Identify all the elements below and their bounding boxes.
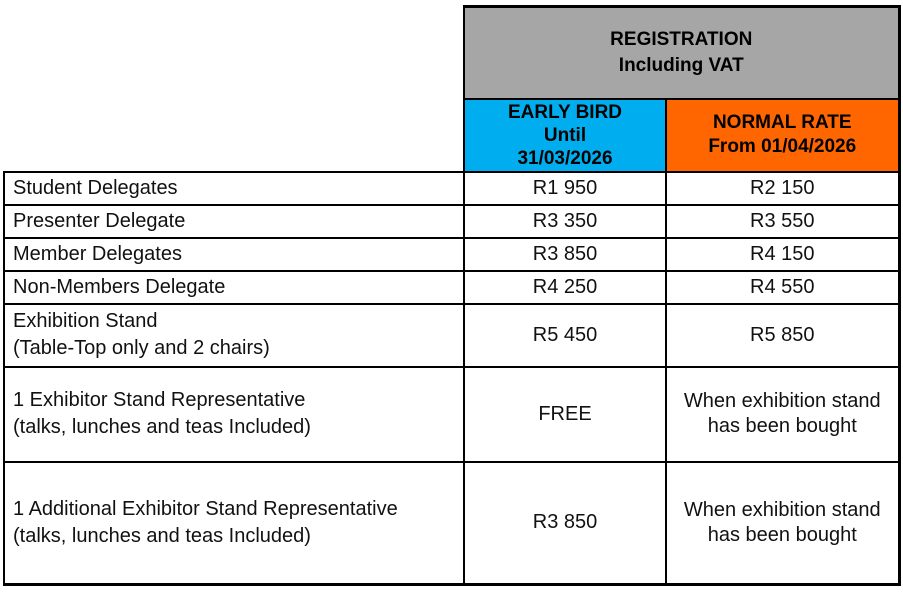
table-row-student-delegates xyxy=(4,172,899,205)
row-sublabel: (Table-Top only and 2 chairs) xyxy=(13,337,270,359)
registration-header-line2: Including VAT xyxy=(618,54,744,76)
row-label: Member Delegates xyxy=(13,242,182,265)
row-label: 1 Exhibitor Stand Representative xyxy=(13,389,306,411)
table-row-exhibition-stand xyxy=(4,304,899,367)
row-label-cell xyxy=(4,205,464,238)
normal-rate-price: R4 150 xyxy=(666,238,899,271)
table-row-non-members-delegate xyxy=(4,271,899,304)
normal-rate-price: R4 550 xyxy=(666,271,899,304)
table-row-presenter-delegate xyxy=(4,205,899,238)
normal-rate-price: R3 550 xyxy=(666,205,899,238)
table-row-additional-exhibitor-stand-representative xyxy=(4,462,899,585)
early-bird-price: FREE xyxy=(464,367,666,462)
normal-rate-price: R2 150 xyxy=(666,172,899,205)
registration-rates-table xyxy=(3,5,901,586)
row-sublabel: (talks, lunches and teas Included) xyxy=(13,416,311,438)
row-label: Presenter Delegate xyxy=(13,209,186,232)
row-label-cell xyxy=(4,462,464,585)
normal-rate-header-line2: From 01/04/2026 xyxy=(708,136,857,157)
early-bird-header-line1: EARLY BIRD xyxy=(507,101,623,123)
early-bird-header-cell xyxy=(464,99,666,172)
row-label: 1 Additional Exhibitor Stand Representative xyxy=(13,497,398,520)
table-row-member-delegates xyxy=(4,238,899,271)
early-bird-price: R3 850 xyxy=(464,238,666,271)
registration-header-cell xyxy=(464,7,899,99)
blank-corner-cell xyxy=(4,7,464,172)
normal-rate-note: When exhibition stand has been bought xyxy=(666,367,899,462)
early-bird-price: R3 350 xyxy=(464,205,666,238)
early-bird-header-line3: 31/03/2026 xyxy=(517,147,613,169)
early-bird-price: R3 850 xyxy=(464,462,666,585)
row-label: Non-Members Delegate xyxy=(13,275,226,298)
table-row-header-main xyxy=(4,7,899,99)
row-label-cell xyxy=(4,172,464,205)
table-row-exhibitor-stand-representative xyxy=(4,367,899,462)
registration-header-line1: REGISTRATION xyxy=(610,28,753,50)
row-label-cell xyxy=(4,304,464,367)
row-label-cell xyxy=(4,367,464,462)
row-label: Exhibition Stand xyxy=(13,310,158,332)
early-bird-price: R5 450 xyxy=(464,304,666,367)
row-label-cell xyxy=(4,238,464,271)
row-label: Student Delegates xyxy=(13,176,178,199)
normal-rate-price: R5 850 xyxy=(666,304,899,367)
early-bird-price: R4 250 xyxy=(464,271,666,304)
normal-rate-note: When exhibition stand has been bought xyxy=(666,462,899,585)
row-sublabel: (talks, lunches and teas Included) xyxy=(13,524,311,547)
normal-rate-header-line1: NORMAL RATE xyxy=(712,112,852,133)
row-label-cell xyxy=(4,271,464,304)
early-bird-header-line2: Until xyxy=(543,124,587,146)
early-bird-price: R1 950 xyxy=(464,172,666,205)
normal-rate-header-cell xyxy=(666,99,899,172)
